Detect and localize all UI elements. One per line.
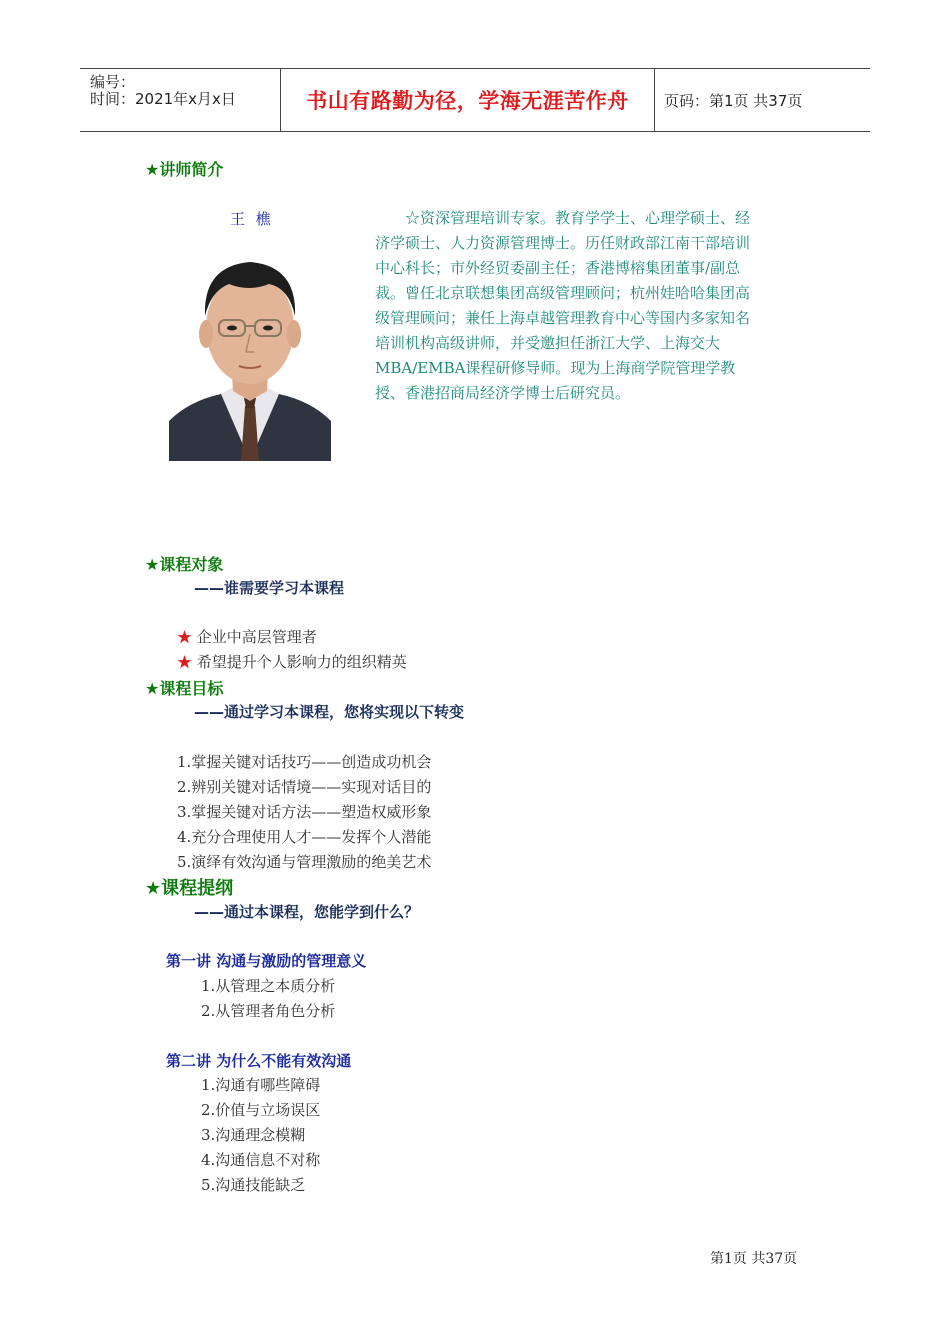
goal-item: 2.辨别关键对话情境——实现对话目的 [177,778,432,796]
audience-heading: ★课程对象 [145,555,224,574]
goals-heading: ★课程目标 [145,679,224,698]
instructor-photo [169,236,331,461]
header-meta [80,69,281,131]
lecture-title: 第二讲 为什么不能有效沟通 [166,1052,352,1070]
header-page-info: 页码：第1页 共37页 [664,91,803,110]
lecture-title: 第一讲 沟通与激励的管理意义 [166,952,367,970]
outline-heading: ★课程提纲 [145,878,234,899]
page-footer: 第1页 共37页 [710,1251,798,1267]
star-icon: ★ [177,628,193,646]
lecture-item: 2.价值与立场误区 [201,1101,321,1119]
lecture-item: 3.沟通理念模糊 [201,1126,306,1144]
star-icon: ★ [177,653,193,671]
lecture-item: 2.从管理者角色分析 [201,1002,336,1020]
lecture-item: 1.沟通有哪些障碍 [201,1076,321,1094]
goals-subheading: ——通过学习本课程，您将实现以下转变 [194,703,465,721]
instructor-heading: ★讲师简介 [145,160,224,179]
lecture-item: 4.沟通信息不对称 [201,1151,321,1169]
goal-item: 3.掌握关键对话方法——塑造权威形象 [177,803,432,821]
time-label: 时间：2021年x月x日 [90,90,236,108]
goal-item: 1.掌握关键对话技巧——创造成功机会 [177,753,432,771]
audience-subheading: ——谁需要学习本课程 [194,579,345,597]
audience-item: ★ 企业中高层管理者 [177,628,317,646]
document-header [80,68,870,132]
goal-item: 5.演绎有效沟通与管理激励的绝美艺术 [177,853,432,871]
instructor-name: 王 樵 [230,210,274,228]
lecture-item: 1.从管理之本质分析 [201,977,336,995]
number-label: 编号： [90,73,136,91]
audience-item: ★ 希望提升个人影响力的组织精英 [177,653,407,671]
instructor-bio: ☆资深管理培训专家。教育学学士、心理学硕士、经济学硕士、人力资源管理博士。历任财政部江南干部培训中心科长；市外经贸委副主任；香港博榕集团董事/副总裁。曾任北京联想集团高级管理顾问；杭州娃哈哈集团高级管理顾问；兼任上海卓越管理教育中心等国内多家知名培训机构高级讲师，并受邀担任浙江大学、上海交大MBA/EMBA课程研修导师。现为上海商学院管理学教授、香港招商局经济学博士后研究员。 [375,209,751,402]
outline-subheading: ——通过本课程，您能学到什么？ [194,903,420,921]
lecture-item: 5.沟通技能缺乏 [201,1176,306,1194]
goal-item: 4.充分合理使用人才——发挥个人潜能 [177,828,432,846]
header-motto: 书山有路勤为径，学海无涯苦作舟 [306,89,629,113]
header-motto-cell [281,69,655,131]
